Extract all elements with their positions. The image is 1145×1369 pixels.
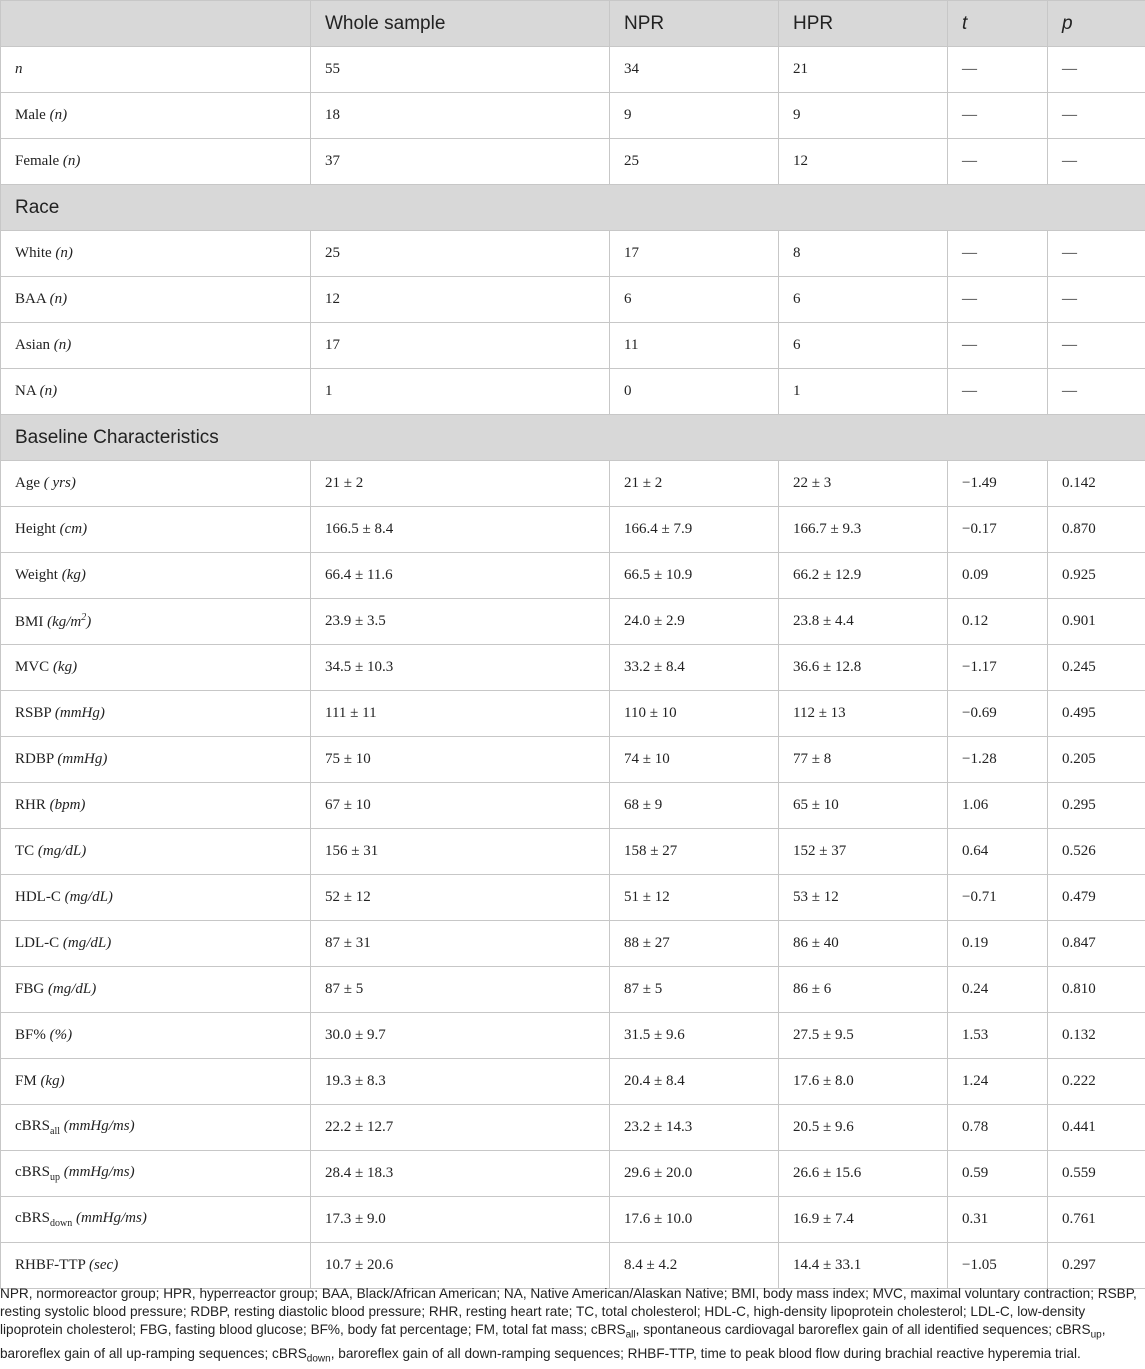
cell-t: — — [948, 93, 1048, 139]
cell-hpr: 21 — [779, 47, 948, 93]
table-row — [1, 921, 1145, 967]
cell-hpr: 6 — [779, 323, 948, 369]
cell-npr: 20.4 ± 8.4 — [610, 1059, 779, 1105]
table-footnote — [0, 1285, 1140, 1368]
cell-t: 0.31 — [948, 1197, 1048, 1243]
cell-t: 0.78 — [948, 1105, 1048, 1151]
cell-hpr: 152 ± 37 — [779, 829, 948, 875]
cell-p: 0.526 — [1048, 829, 1145, 875]
row-label-cell — [1, 323, 311, 369]
cell-npr: 6 — [610, 277, 779, 323]
cell-t: −1.28 — [948, 737, 1048, 783]
row-unit: (mg/dL) — [37, 843, 87, 859]
row-unit: (mmHg/ms) — [63, 1118, 135, 1134]
row-label-cell — [1, 783, 311, 829]
row-unit: ( yrs) — [43, 475, 76, 491]
row-unit: (%) — [49, 1027, 73, 1043]
cell-hpr: 112 ± 13 — [779, 691, 948, 737]
cell-p: 0.559 — [1048, 1151, 1145, 1197]
table-row — [1, 1105, 1145, 1151]
row-unit: (mg/dL) — [62, 935, 112, 951]
cell-p: 0.441 — [1048, 1105, 1145, 1151]
table-row — [1, 967, 1145, 1013]
row-label-cell — [1, 599, 311, 645]
row-unit: (kg/m — [47, 614, 82, 630]
cell-p: — — [1048, 277, 1145, 323]
cell-whole-sample: 28.4 ± 18.3 — [311, 1151, 610, 1197]
cell-whole-sample: 55 — [311, 47, 610, 93]
header-cell-label — [1, 1, 311, 47]
cell-hpr: 65 ± 10 — [779, 783, 948, 829]
cell-npr: 87 ± 5 — [610, 967, 779, 1013]
row-label: Male — [15, 107, 46, 123]
cell-p: 0.870 — [1048, 507, 1145, 553]
table-body — [1, 47, 1145, 1289]
cell-hpr: 6 — [779, 277, 948, 323]
cell-hpr: 66.2 ± 12.9 — [779, 553, 948, 599]
footnote-subscript: all — [625, 1329, 636, 1341]
row-label-cell — [1, 277, 311, 323]
cell-hpr: 14.4 ± 33.1 — [779, 1243, 948, 1289]
cell-npr: 66.5 ± 10.9 — [610, 553, 779, 599]
table-row — [1, 277, 1145, 323]
cell-npr: 166.4 ± 7.9 — [610, 507, 779, 553]
row-label-cell — [1, 921, 311, 967]
cell-p: 0.810 — [1048, 967, 1145, 1013]
cell-t: 0.12 — [948, 599, 1048, 645]
row-unit-superscript: 2 — [81, 612, 87, 623]
row-unit: (n) — [55, 245, 73, 261]
cell-p: — — [1048, 93, 1145, 139]
cell-npr: 68 ± 9 — [610, 783, 779, 829]
cell-whole-sample: 10.7 ± 20.6 — [311, 1243, 610, 1289]
row-label-cell — [1, 737, 311, 783]
cell-p: 0.295 — [1048, 783, 1145, 829]
cell-p: 0.847 — [1048, 921, 1145, 967]
row-unit: (mmHg/ms) — [63, 1164, 135, 1180]
row-label: Age — [15, 475, 40, 491]
cell-npr: 11 — [610, 323, 779, 369]
row-label: Weight — [15, 567, 58, 583]
cell-whole-sample: 37 — [311, 139, 610, 185]
table-row — [1, 507, 1145, 553]
section-header-label: Race — [1, 185, 1145, 231]
cell-whole-sample: 22.2 ± 12.7 — [311, 1105, 610, 1151]
row-label: LDL-C — [15, 935, 60, 951]
cell-p: — — [1048, 139, 1145, 185]
cell-hpr: 26.6 ± 15.6 — [779, 1151, 948, 1197]
row-label-subscript: down — [50, 1218, 73, 1229]
row-label: MVC — [15, 659, 50, 675]
cell-hpr: 9 — [779, 93, 948, 139]
row-label-cell — [1, 645, 311, 691]
cell-p: 0.901 — [1048, 599, 1145, 645]
row-label-cell — [1, 875, 311, 921]
cell-t: — — [948, 369, 1048, 415]
row-label: BMI — [15, 614, 44, 630]
cell-npr: 0 — [610, 369, 779, 415]
cell-t: — — [948, 139, 1048, 185]
row-unit: (mmHg/ms) — [76, 1210, 147, 1226]
cell-p: 0.142 — [1048, 461, 1145, 507]
row-label: BF% — [15, 1027, 46, 1043]
cell-npr: 23.2 ± 14.3 — [610, 1105, 779, 1151]
table-row — [1, 1197, 1145, 1243]
table-row — [1, 1013, 1145, 1059]
cell-npr: 17.6 ± 10.0 — [610, 1197, 779, 1243]
row-label-cell — [1, 1013, 311, 1059]
row-unit: (sec) — [89, 1257, 119, 1273]
cell-whole-sample: 75 ± 10 — [311, 737, 610, 783]
header-cell-t: t — [948, 1, 1048, 47]
cell-npr: 34 — [610, 47, 779, 93]
cell-t: 0.19 — [948, 921, 1048, 967]
table-row — [1, 93, 1145, 139]
cell-npr: 21 ± 2 — [610, 461, 779, 507]
cell-p: 0.495 — [1048, 691, 1145, 737]
row-label-subscript: up — [50, 1172, 61, 1183]
cell-npr: 29.6 ± 20.0 — [610, 1151, 779, 1197]
row-label-cell — [1, 967, 311, 1013]
cell-t: — — [948, 323, 1048, 369]
row-unit: (mg/dL) — [47, 981, 97, 997]
cell-whole-sample: 166.5 ± 8.4 — [311, 507, 610, 553]
cell-whole-sample: 12 — [311, 277, 610, 323]
row-label-cell — [1, 369, 311, 415]
cell-t: 0.64 — [948, 829, 1048, 875]
cell-p: 0.297 — [1048, 1243, 1145, 1289]
cell-t: 1.06 — [948, 783, 1048, 829]
table-row — [1, 47, 1145, 93]
header-cell-whole-sample: Whole sample — [311, 1, 610, 47]
cell-npr: 24.0 ± 2.9 — [610, 599, 779, 645]
section-header-row — [1, 415, 1145, 461]
cell-t: −0.17 — [948, 507, 1048, 553]
row-unit: (mmHg) — [57, 751, 108, 767]
cell-hpr: 16.9 ± 7.4 — [779, 1197, 948, 1243]
row-label: White — [15, 245, 52, 261]
row-label-cell — [1, 507, 311, 553]
table-row — [1, 737, 1145, 783]
cell-p: 0.761 — [1048, 1197, 1145, 1243]
row-label: RDBP — [15, 751, 54, 767]
table-row — [1, 553, 1145, 599]
table-row — [1, 323, 1145, 369]
row-unit: (mmHg) — [54, 705, 105, 721]
row-label-cell — [1, 1243, 311, 1289]
row-unit: (n) — [49, 291, 68, 307]
cell-npr: 17 — [610, 231, 779, 277]
row-label: RSBP — [15, 705, 52, 721]
table-row — [1, 461, 1145, 507]
row-label-cell — [1, 1197, 311, 1243]
row-label-cell — [1, 553, 311, 599]
footnote-subscript: up — [1090, 1329, 1102, 1341]
row-label: cBRS — [15, 1164, 51, 1180]
section-header-row — [1, 185, 1145, 231]
cell-t: 0.09 — [948, 553, 1048, 599]
cell-t: — — [948, 277, 1048, 323]
header-cell-npr: NPR — [610, 1, 779, 47]
cell-t: −1.17 — [948, 645, 1048, 691]
header-cell-p: p — [1048, 1, 1145, 47]
table-row — [1, 691, 1145, 737]
cell-npr: 110 ± 10 — [610, 691, 779, 737]
cell-t: 1.53 — [948, 1013, 1048, 1059]
row-label-cell — [1, 1151, 311, 1197]
footnote-text: , spontaneous cardiovagal baroreflex gain of all identified sequences; cBRS — [635, 1322, 1091, 1337]
row-label: NA — [15, 383, 36, 399]
row-label-cell — [1, 1059, 311, 1105]
row-label: Height — [15, 521, 56, 537]
cell-hpr: 27.5 ± 9.5 — [779, 1013, 948, 1059]
cell-hpr: 86 ± 6 — [779, 967, 948, 1013]
row-label-cell — [1, 231, 311, 277]
table-row — [1, 875, 1145, 921]
cell-whole-sample: 67 ± 10 — [311, 783, 610, 829]
row-label-cell — [1, 93, 311, 139]
row-label: Asian — [15, 337, 50, 353]
row-label: BAA — [15, 291, 46, 307]
row-unit: (n) — [39, 383, 58, 399]
row-label-cell — [1, 1105, 311, 1151]
header-cell-hpr: HPR — [779, 1, 948, 47]
table-row — [1, 1151, 1145, 1197]
cell-npr: 31.5 ± 9.6 — [610, 1013, 779, 1059]
cell-t: −1.49 — [948, 461, 1048, 507]
cell-t: — — [948, 231, 1048, 277]
cell-hpr: 166.7 ± 9.3 — [779, 507, 948, 553]
row-unit: (bpm) — [49, 797, 86, 813]
cell-t: 0.24 — [948, 967, 1048, 1013]
row-label-cell — [1, 829, 311, 875]
cell-t: 1.24 — [948, 1059, 1048, 1105]
row-label-cell — [1, 461, 311, 507]
row-label: HDL-C — [15, 889, 61, 905]
cell-whole-sample: 23.9 ± 3.5 — [311, 599, 610, 645]
cell-hpr: 8 — [779, 231, 948, 277]
row-label-cell — [1, 47, 311, 93]
cell-t: 0.59 — [948, 1151, 1048, 1197]
cell-p: — — [1048, 369, 1145, 415]
row-unit: (cm) — [59, 521, 88, 537]
table-row — [1, 783, 1145, 829]
cell-whole-sample: 156 ± 31 — [311, 829, 610, 875]
cell-t: — — [948, 47, 1048, 93]
cell-p: 0.132 — [1048, 1013, 1145, 1059]
cell-npr: 25 — [610, 139, 779, 185]
table-row — [1, 139, 1145, 185]
row-unit: (kg) — [52, 659, 78, 675]
cell-hpr: 22 ± 3 — [779, 461, 948, 507]
row-label: FBG — [15, 981, 45, 997]
cell-hpr: 53 ± 12 — [779, 875, 948, 921]
cell-whole-sample: 17.3 ± 9.0 — [311, 1197, 610, 1243]
table-row — [1, 1059, 1145, 1105]
row-label: RHR — [15, 797, 46, 813]
table-row — [1, 645, 1145, 691]
row-unit: (mg/dL) — [64, 889, 113, 905]
cell-p: — — [1048, 323, 1145, 369]
cell-whole-sample: 19.3 ± 8.3 — [311, 1059, 610, 1105]
cell-hpr: 17.6 ± 8.0 — [779, 1059, 948, 1105]
cell-npr: 158 ± 27 — [610, 829, 779, 875]
row-label: cBRS — [15, 1210, 51, 1226]
cell-hpr: 36.6 ± 12.8 — [779, 645, 948, 691]
cell-whole-sample: 66.4 ± 11.6 — [311, 553, 610, 599]
cell-whole-sample: 21 ± 2 — [311, 461, 610, 507]
cell-npr: 9 — [610, 93, 779, 139]
cell-npr: 8.4 ± 4.2 — [610, 1243, 779, 1289]
row-unit: (kg) — [61, 567, 86, 583]
table-row — [1, 369, 1145, 415]
cell-npr: 51 ± 12 — [610, 875, 779, 921]
cell-whole-sample: 1 — [311, 369, 610, 415]
footnote-subscript: down — [306, 1353, 331, 1365]
cell-p: 0.222 — [1048, 1059, 1145, 1105]
row-label: RHBF-TTP — [15, 1257, 86, 1273]
row-label-subscript: all — [50, 1126, 61, 1137]
table-header-row — [1, 1, 1145, 47]
cell-whole-sample: 87 ± 31 — [311, 921, 610, 967]
cell-whole-sample: 52 ± 12 — [311, 875, 610, 921]
cell-p: — — [1048, 47, 1145, 93]
cell-npr: 33.2 ± 8.4 — [610, 645, 779, 691]
section-header-label: Baseline Characteristics — [1, 415, 1145, 461]
cell-p: 0.245 — [1048, 645, 1145, 691]
cell-hpr: 86 ± 40 — [779, 921, 948, 967]
row-unit: (n) — [49, 107, 68, 123]
cell-whole-sample: 34.5 ± 10.3 — [311, 645, 610, 691]
row-label: cBRS — [15, 1118, 51, 1134]
row-unit: (n) — [53, 337, 72, 353]
footnote-text: , baroreflex gain of all down-ramping sequences; RHBF-TTP, time to peak blood flow during brachial reactive hyperemia trial. — [330, 1345, 1081, 1361]
cell-t: −1.05 — [948, 1243, 1048, 1289]
cell-t: −0.71 — [948, 875, 1048, 921]
cell-whole-sample: 30.0 ± 9.7 — [311, 1013, 610, 1059]
row-label: Female — [15, 153, 60, 169]
cell-whole-sample: 17 — [311, 323, 610, 369]
row-unit-end: ) — [86, 614, 92, 630]
table-row — [1, 599, 1145, 645]
row-label: FM — [15, 1073, 37, 1089]
row-unit: (kg) — [40, 1073, 65, 1089]
table-row — [1, 231, 1145, 277]
cell-p: — — [1048, 231, 1145, 277]
cell-hpr: 1 — [779, 369, 948, 415]
cell-whole-sample: 111 ± 11 — [311, 691, 610, 737]
row-label-cell — [1, 139, 311, 185]
row-label-cell — [1, 691, 311, 737]
cell-hpr: 12 — [779, 139, 948, 185]
cell-t: −0.69 — [948, 691, 1048, 737]
row-label: n — [15, 61, 23, 77]
cell-whole-sample: 87 ± 5 — [311, 967, 610, 1013]
footnote-text: , baroreflex gain of all up-ramping sequences; cBRS — [0, 1322, 1106, 1361]
table-row — [1, 1243, 1145, 1289]
cell-p: 0.205 — [1048, 737, 1145, 783]
cell-p: 0.479 — [1048, 875, 1145, 921]
cell-whole-sample: 25 — [311, 231, 610, 277]
cell-npr: 74 ± 10 — [610, 737, 779, 783]
cell-p: 0.925 — [1048, 553, 1145, 599]
cell-hpr: 23.8 ± 4.4 — [779, 599, 948, 645]
footnote-text: NPR, normoreactor group; HPR, hyperreactor group; BAA, Black/African American; NA, Native American/Alaskan Native; BMI, body mass index; MVC, maximal voluntary contraction; RSBP, resting systolic blood pressure; RDBP, resting diastolic blood pressure; RHR, resting heart rate; TC, total cholesterol; HDL-C, high-density lipoprotein cholesterol; LDL-C, low-density lipoprotein cholesterol; FBG, fasting blood glucose; BF%, body fat percentage; FM, total fat mass; cBRS — [0, 1286, 1137, 1337]
row-label: TC — [15, 843, 35, 859]
cell-hpr: 77 ± 8 — [779, 737, 948, 783]
cell-npr: 88 ± 27 — [610, 921, 779, 967]
cell-hpr: 20.5 ± 9.6 — [779, 1105, 948, 1151]
cell-whole-sample: 18 — [311, 93, 610, 139]
row-unit: (n) — [62, 153, 81, 169]
table-row — [1, 829, 1145, 875]
